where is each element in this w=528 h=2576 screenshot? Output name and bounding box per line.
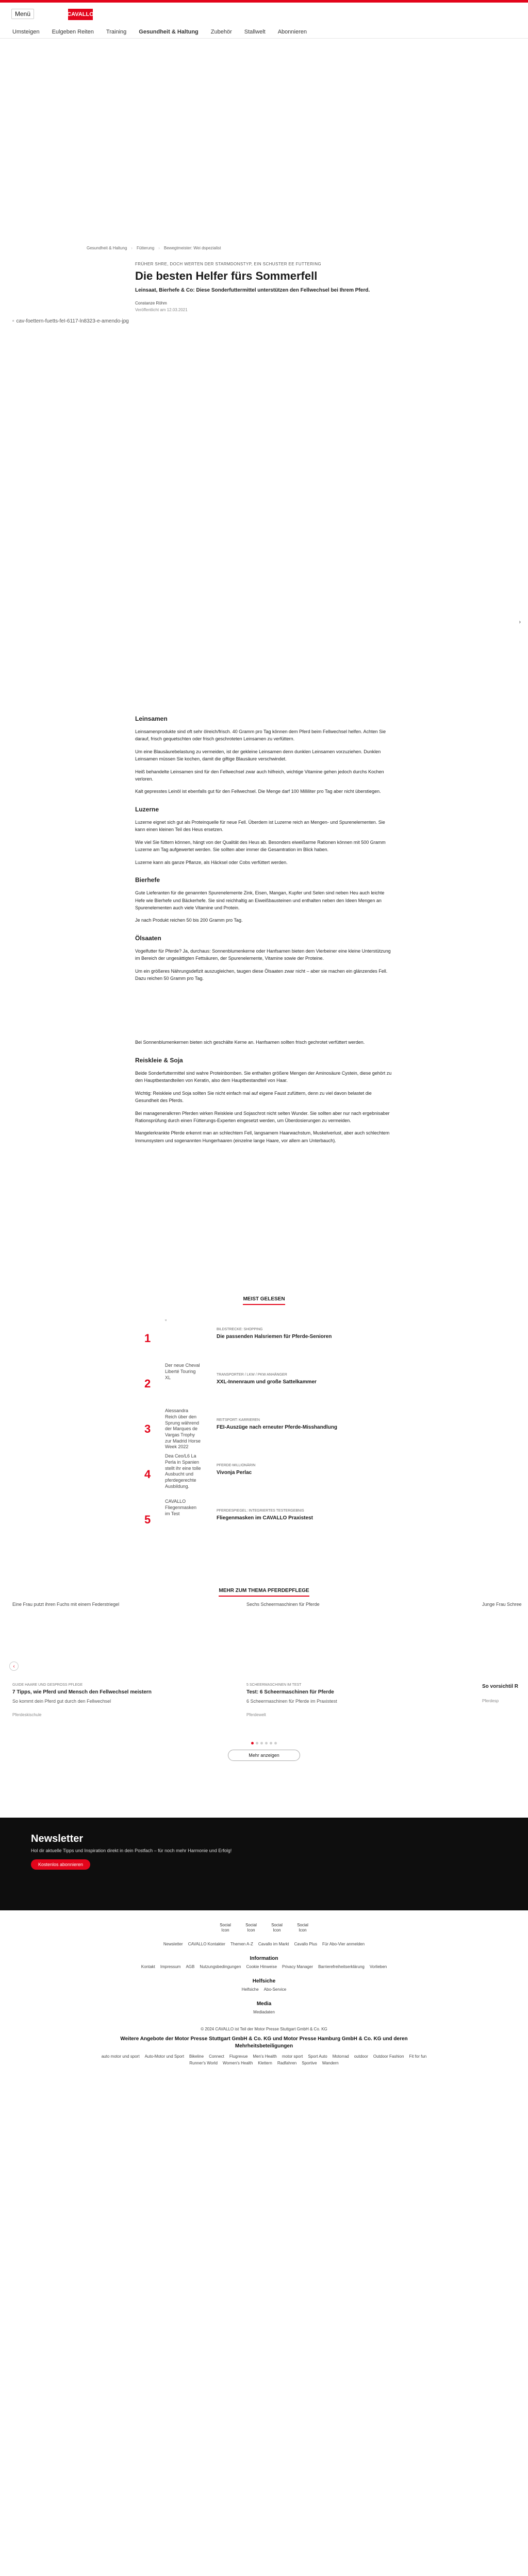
rank-number: 4 <box>144 1468 151 1481</box>
breadcrumb-item[interactable]: Fütterung <box>136 246 155 250</box>
brand-link[interactable]: Motorrad <box>332 2054 349 2059</box>
social-icon[interactable]: Social Icon <box>245 1923 257 1933</box>
footer-link[interactable]: Newsletter <box>163 1942 183 1947</box>
footer-link[interactable]: AGB <box>186 1964 195 1970</box>
brand-link[interactable]: Runner's World <box>189 2061 218 2066</box>
thumbnail: Der neue Cheval Liberté Touring XL <box>165 1363 200 1380</box>
card-teaser: 6 Scheermaschinen für Pferde im Praxistest <box>246 1698 337 1704</box>
footer-links-row <box>109 1942 419 1946</box>
article-body <box>135 628 393 1144</box>
carousel-dots <box>0 1742 528 1744</box>
brand-link[interactable]: Wandern <box>322 2061 339 2066</box>
carousel-dot[interactable] <box>274 1742 277 1744</box>
list-item[interactable] <box>144 1453 392 1499</box>
newsletter-subscribe-button[interactable]: Kostenlos abonnieren <box>31 1859 90 1870</box>
carousel-dot[interactable] <box>260 1742 263 1744</box>
card-image: Sechs Scheermaschinen für Pferde <box>246 1602 320 1607</box>
footer-link[interactable]: Kontakt <box>141 1964 155 1970</box>
footer-link[interactable]: CAVALLO Kontakter <box>188 1942 225 1947</box>
brand-link[interactable]: Sport Auto <box>308 2054 327 2059</box>
card-teaser: So kommt dein Pferd gut durch den Fellwechsel <box>12 1698 111 1704</box>
newsletter-text: Hol dir aktuelle Tipps und Inspiration direkt in dein Postfach – für noch mehr Harmonie und Erfolg! <box>31 1848 232 1854</box>
broken-image-icon: ▫ <box>165 1317 167 1323</box>
brand-links <box>99 2054 429 2065</box>
newsletter-banner <box>0 1818 528 1910</box>
breadcrumb-separator: › <box>131 246 133 250</box>
card-category: 5 SCHEERMASCHINEN IM TEST <box>246 1683 302 1687</box>
social-icon[interactable]: Social Icon <box>220 1923 231 1933</box>
rank-number: 3 <box>144 1422 151 1436</box>
brand-link[interactable]: Klettern <box>258 2061 272 2066</box>
brand-link[interactable]: Sportive <box>302 2061 317 2066</box>
menu-button[interactable]: Menü <box>11 9 34 19</box>
footer-info-links <box>109 1964 419 1969</box>
main-nav <box>0 25 528 39</box>
list-item[interactable] <box>144 1408 392 1453</box>
brand-link[interactable]: Auto-Motor und Sport <box>144 2054 185 2059</box>
nav-item[interactable]: Umsteigen <box>12 28 40 35</box>
item-category: BILDSTRECKE: SHOPPING <box>217 1328 263 1332</box>
article-title: Die besten Helfer fürs Sommerfell <box>135 269 318 282</box>
footer-link[interactable]: Privacy Manager <box>282 1964 314 1970</box>
footer-media-title: Media <box>256 2001 272 2007</box>
footer <box>0 1910 528 2065</box>
paragraph: Mangelerkrankte Pferde erkennt man an schlechtem Fell, langsamem Haarwachstum, Muskelverlust, aber auch schlechtem Immunsystem und sogenannten Hungerhaaren (einzelne lange Haare, vor allem am Unterbauch). <box>135 1130 390 1143</box>
related-card[interactable] <box>482 1602 523 1703</box>
article-lead: Leinsaat, Bierhefe & Co: Diese Sonderfuttermittel unterstützen den Fellwechsel bei Ihrem Pferd. <box>135 287 370 294</box>
thumbnail: CAVALLO Fliegenmasken im Test <box>165 1499 197 1516</box>
show-more-button[interactable]: Mehr anzeigen <box>228 1750 300 1761</box>
social-icon[interactable]: Social Icon <box>271 1923 283 1933</box>
paragraph: Gute Lieferanten für die genannten Spurenelemente Zink, Eisen, Mangan, Kupfer und Selen sind neben Heu auch leichte Hefe wie Bierhefe und Bäckerhefe. Sie sind reichhaltig an Eiweißbausteinen und enthalten neben den Ideen Mengen an Spurenelementen auch viele Vitamine und Protein. <box>135 890 385 910</box>
thumbnail: Alessandra Reich über den Sprung während der Marques de Vargas Trophy zur Madrid Horse Week 2022 <box>165 1408 201 1450</box>
footer-link[interactable]: Barrierefreiheitserklärung <box>318 1964 365 1970</box>
rank-number: 5 <box>144 1513 151 1527</box>
most-read-section <box>0 1294 528 1305</box>
list-item[interactable] <box>144 1499 392 1544</box>
paragraph: Heiß behandelte Leinsamen sind für den Fellwechsel zwar auch hilfreich, wichtige Vitamine gehen jedoch durchs Kochen verloren. <box>135 769 384 782</box>
nav-item[interactable]: Abonnieren <box>277 28 307 35</box>
copyright: © 2024 CAVALLO ist Teil der Motor Presse Stuttgart GmbH & Co. KG <box>201 2027 327 2032</box>
paragraph: Bei manageneralkrren Pferden wirken Reiskleie und Sojaschrot nicht selten Wunder. Sie sollten aber nur nach ergebnisaber Rationsprüfung durch einen Fütterungs-Experten eingesetzt werden, um Überdosierungen zu vermeiden. <box>135 1110 390 1123</box>
footer-link[interactable]: Abo-Service <box>263 1987 287 1992</box>
nav-item[interactable]: Eulgeben Reiten <box>52 28 94 35</box>
card-image: Eine Frau putzt ihren Fuchs mit einem Federstriegel <box>12 1602 120 1607</box>
item-category: PFERDESPIEGEL: INTEGRIERTES TESTERGEBNIS <box>217 1509 304 1513</box>
footer-link[interactable]: Mediadaten <box>253 2010 275 2015</box>
card-image: Junge Frau Schree <box>482 1602 522 1607</box>
footer-link[interactable]: Cavallo im Markt <box>258 1942 289 1947</box>
card-title[interactable]: So vorsichtil R <box>482 1684 519 1690</box>
breadcrumb-item[interactable]: Gesundheit & Haltung <box>87 246 127 250</box>
brand-link[interactable]: motor sport <box>282 2054 303 2059</box>
paragraph: Um ein größeres Nährungsdefizit auszugleichen, taugen diese Ölsaaten zwar nicht – aber sie machen ein glänzendes Fell. Dazu reichen 50 Gramm pro Tag. <box>135 968 388 981</box>
paragraph: Bei Sonnenblumenkernen bieten sich geschälte Kerne an. Hanfsamen sollten frisch gechrotet verfüttert werden. <box>135 1040 365 1045</box>
related-title: MEHR ZUM THEMA PFERDEPFLEGE <box>219 1588 309 1597</box>
brand-link[interactable]: Fit for fun <box>409 2054 427 2059</box>
most-read-list <box>144 1317 392 1544</box>
chevron-right-icon[interactable]: › <box>519 619 521 625</box>
nav-item[interactable]: Training <box>106 28 127 35</box>
section-heading: Reiskleie & Soja <box>135 1056 183 1064</box>
list-item[interactable] <box>144 1317 392 1363</box>
related-card[interactable] <box>12 1602 152 1717</box>
footer-link[interactable]: Vorlieben <box>369 1964 387 1970</box>
footer-media-links <box>109 2010 419 2014</box>
broken-image-icon: ▫ <box>12 318 14 324</box>
publisher-note: Weitere Angebote der Motor Presse Stuttgart GmbH & Co. KG und Motor Presse Hamburg GmbH & Co. KG und deren Mehrheitsbeteiligungen <box>120 2036 408 2049</box>
thumbnail: Dea Ceo/L6 La Perla in Spanien stellt ihr eine tolle Ausbucht und pferdegerechte Ausbildung. <box>165 1453 201 1489</box>
paragraph: Beide Sonderfuttermittel sind wahre Proteinbomben. Sie enthalten größere Mengen der Aminosäure Cystein, diese gehört zu den Hauptbestandteilen von Keratin, also dem Hauptbestandteil von Haar. <box>135 1071 392 1083</box>
card-title[interactable]: Test: 6 Scheermaschinen für Pferde <box>246 1689 334 1696</box>
brand-link[interactable]: Women's Health <box>222 2061 253 2066</box>
footer-link[interactable]: Helfsiche <box>241 1987 259 1992</box>
paragraph: Wie viel Sie füttern können, hängt von der Qualität des Heus ab. Besonders eiweißarme Rationen können mit 500 Gramm Luzerne am Tag aufgewertet werden. Sie sollten aber immer die Gesamtration im Blick haben. <box>135 839 386 853</box>
section-heading: Luzerne <box>135 805 159 813</box>
site-logo[interactable]: CAVALLO <box>68 9 93 20</box>
rank-number: 2 <box>144 1377 151 1391</box>
carousel-prev-button[interactable]: ‹ <box>9 1662 19 1671</box>
card-source: Pferdeskischule <box>12 1713 42 1718</box>
most-read-title: MEIST GELESEN <box>243 1296 285 1305</box>
footer-link[interactable]: Nutzungsbedingungen <box>200 1964 241 1970</box>
related-card[interactable] <box>246 1602 386 1717</box>
paragraph: Je nach Produkt reichen 50 bis 200 Gramm pro Tag. <box>135 918 243 923</box>
section-heading: Leinsamen <box>135 715 168 722</box>
card-category: GUIDE HAARE UND GESPROSS PFLEGE <box>12 1683 83 1687</box>
brand-link[interactable]: auto motor und sport <box>101 2054 140 2059</box>
footer-help-links <box>109 1987 419 1992</box>
card-title[interactable]: 7 Tipps, wie Pferd und Mensch den Fellwechsel meistern <box>12 1689 152 1696</box>
carousel-dot[interactable] <box>270 1742 272 1744</box>
article-author[interactable]: Constanze Röhm <box>135 300 167 306</box>
footer-link[interactable]: Cavallo Plus <box>294 1942 317 1947</box>
item-title[interactable]: Fliegenmasken im CAVALLO Praxistest <box>217 1515 313 1521</box>
nav-item-active[interactable]: Gesundheit & Haltung <box>139 28 199 35</box>
brand-link[interactable]: outdoor <box>354 2054 368 2059</box>
footer-link[interactable]: Impressum <box>160 1964 181 1970</box>
footer-link[interactable]: Themen A-Z <box>230 1942 253 1947</box>
item-category: PFERDE-MILLIONÄRIN <box>217 1464 256 1468</box>
brand-link[interactable]: Outdoor Fashion <box>373 2054 404 2059</box>
brand-link[interactable]: Bikeline <box>189 2054 204 2059</box>
nav-item[interactable]: Stallwelt <box>244 28 266 35</box>
list-item[interactable] <box>144 1363 392 1408</box>
paragraph: Luzerne eignet sich gut als Proteinquelle für neue Fell. Überdem ist Luzerne reich an Mengen- und Spurenelementen. Sie kann einen kleinen Teil des Heus ersetzen. <box>135 820 385 833</box>
brand-link[interactable]: Connect <box>209 2054 224 2059</box>
item-title[interactable]: Die passenden Halsriemen für Pferde-Senioren <box>217 1334 332 1340</box>
item-category: TRANSPORTER / LKW / PKW ANHÄNGER <box>217 1373 287 1377</box>
paragraph: Um eine Blausäurebelastung zu vermeiden, ist der gekleine Leinsamen denn dunklen Leinsamen vorzuziehen. Dunklen Leinsamen müssen Sie kochen, damit die giftige Blausäure verschwindet. <box>135 749 381 762</box>
item-title[interactable]: FEI-Auszüge nach erneuter Pferde-Misshandlung <box>217 1425 337 1431</box>
carousel-dot[interactable] <box>256 1742 258 1744</box>
social-icon[interactable]: Social Icon <box>297 1923 308 1933</box>
footer-help-title: Helfsiche <box>252 1978 276 1985</box>
section-heading: Bierhefe <box>135 876 160 884</box>
breadcrumb-separator: › <box>158 246 160 250</box>
breadcrumb <box>87 246 528 250</box>
carousel-dot[interactable] <box>265 1742 268 1744</box>
footer-link[interactable]: Für Abo-Vier anmelden <box>322 1942 365 1947</box>
hero-image-alt: cav-foettern-fuetts-feI-6117-ln8323-e-amendo-jpg <box>16 318 129 324</box>
nav-item[interactable]: Zubehör <box>210 28 232 35</box>
thumbnail <box>165 1317 201 1324</box>
paragraph: Kalt gepresstes Leinöl ist ebenfalls gut für den Fellwechsel. Die Menge darf 100 Milliliter pro Tag aber nicht überstiegen. <box>135 789 381 794</box>
item-category: REITSPORT: KARRIEREN <box>217 1418 260 1422</box>
paragraph: Wichtig: Reiskleie und Soja sollten Sie nicht einfach mal auf eigene Faust zufüttern, denn zu viel davon belastet die Gesundheit des Pferds. <box>135 1090 372 1104</box>
footer-link[interactable]: Cookie Hinweise <box>246 1964 277 1970</box>
section-heading: Ölsaaten <box>135 934 161 942</box>
paragraph: Luzerne kann als ganze Pflanze, als Häcksel oder Cobs verfüttert werden. <box>135 859 288 865</box>
article-kicker: FRÜHER SHRE, DOCH WERTEN DER STARMDONSTYP, EIN SCHUSTER EE FUTTERING <box>135 262 322 266</box>
rank-number: 1 <box>144 1332 151 1345</box>
carousel-dot-active[interactable] <box>251 1742 254 1744</box>
item-title[interactable]: Vivonja Perlac <box>217 1470 252 1476</box>
brand-link[interactable]: Men's Health <box>253 2054 277 2059</box>
item-title[interactable]: XXL-Innenraum und große Sattelkammer <box>217 1379 317 1385</box>
brand-link[interactable]: Flugrevue <box>229 2054 248 2059</box>
article-date: Veröffentlicht am 12.03.2021 <box>135 307 188 312</box>
social-links <box>0 1923 528 1933</box>
breadcrumb-current: Bewegtmeister: Wei dspezialist <box>163 246 221 250</box>
topbar <box>0 3 528 25</box>
hero-image <box>12 318 521 625</box>
related-section <box>0 1585 528 1597</box>
brand-link[interactable]: Radfahren <box>277 2061 297 2066</box>
paragraph: Leinsamenprodukte sind oft sehr ölreich/frisch. 40 Gramm pro Tag können dem Pferd beim Fellwechsel helfen. Achten Sie darauf, frisch gequetschten oder frisch geschroteten Leinsamen zu verfüttern. <box>135 729 386 742</box>
newsletter-title: Newsletter <box>31 1833 84 1845</box>
card-source: Pferdesp <box>482 1698 499 1703</box>
footer-info-title: Information <box>250 1956 278 1962</box>
card-source: Pferdewelt <box>246 1713 266 1718</box>
paragraph: Vogelfutter für Pferde? Ja, durchaus: Sonnenblumenkerne oder Hanfsamen bieten dem Vierbeiner eine kleine Unterstützung im Bereich der ungesättigten Fettsäuren, der Spurenelemente, Vitamine sowie der Proteine. <box>135 948 391 961</box>
related-carousel <box>0 1602 528 1736</box>
